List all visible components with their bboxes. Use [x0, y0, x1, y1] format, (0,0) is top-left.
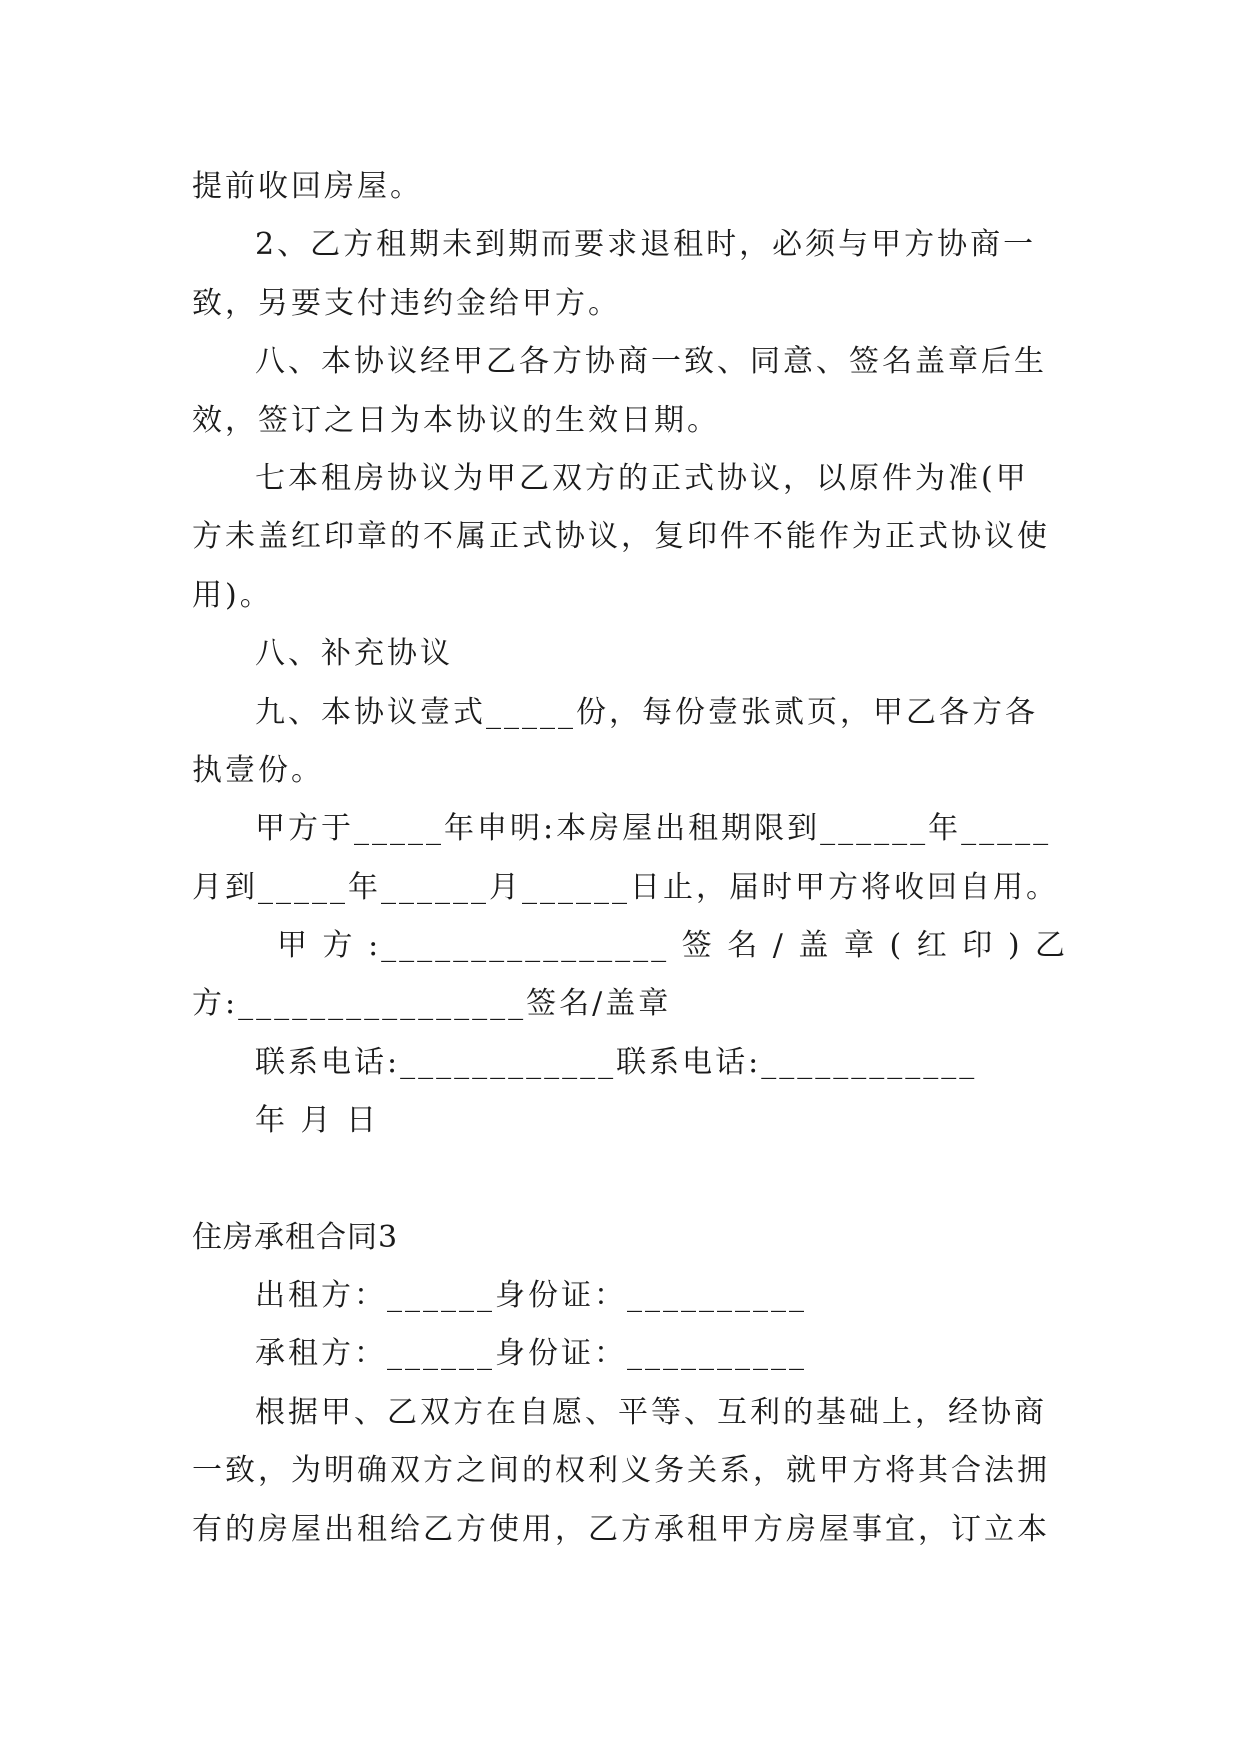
lessor-line: 出租方：______身份证：__________	[255, 1278, 807, 1314]
lessee-line: 承租方：______身份证：__________	[255, 1336, 807, 1372]
text-line: 致，另要支付违约金给甲方。	[192, 285, 621, 321]
signature-line-party-a: 甲 方 :________________ 签 名 / 盖 章 ( 红 印 ) 乙	[277, 928, 1069, 964]
text-line: 九、本协议壹式_____份，每份壹张贰页，甲乙各方各	[255, 694, 1038, 730]
text-line: 有的房屋出租给乙方使用，乙方承租甲方房屋事宜，订立本	[192, 1511, 1050, 1547]
date-line: 年 月 日	[255, 1103, 380, 1139]
text-line: 效，签订之日为本协议的生效日期。	[192, 402, 720, 438]
text-line: 用)。	[192, 577, 273, 613]
text-line: 甲方于_____年申明:本房屋出租期限到______年_____	[255, 811, 1052, 847]
section-title: 住房承租合同3	[192, 1219, 399, 1255]
text-line: 2、乙方租期未到期而要求退租时，必须与甲方协商一	[255, 227, 1037, 263]
text-line: 月到_____年______月______日止，届时甲方将收回自用。	[192, 869, 1059, 905]
text-line: 提前收回房屋。	[192, 169, 423, 204]
text-line: 八、补充协议	[255, 636, 453, 672]
text-line: 执壹份。	[192, 752, 324, 788]
text-line: 方未盖红印章的不属正式协议，复印件不能作为正式协议使	[192, 519, 1050, 555]
signature-line-party-b: 方:________________签名/盖章	[192, 986, 672, 1022]
contact-phone-line: 联系电话:____________联系电话:____________	[255, 1044, 978, 1080]
document-body	[192, 158, 1069, 1559]
text-line: 七本租房协议为甲乙双方的正式协议，以原件为准(甲	[255, 460, 1029, 496]
text-line: 八、本协议经甲乙各方协商一致、同意、签名盖章后生	[255, 344, 1047, 380]
text-line: 一致，为明确双方之间的权利义务关系，就甲方将其合法拥	[192, 1453, 1050, 1489]
text-line: 根据甲、乙双方在自愿、平等、互利的基础上，经协商	[255, 1394, 1047, 1430]
section-gap	[192, 1151, 1052, 1209]
